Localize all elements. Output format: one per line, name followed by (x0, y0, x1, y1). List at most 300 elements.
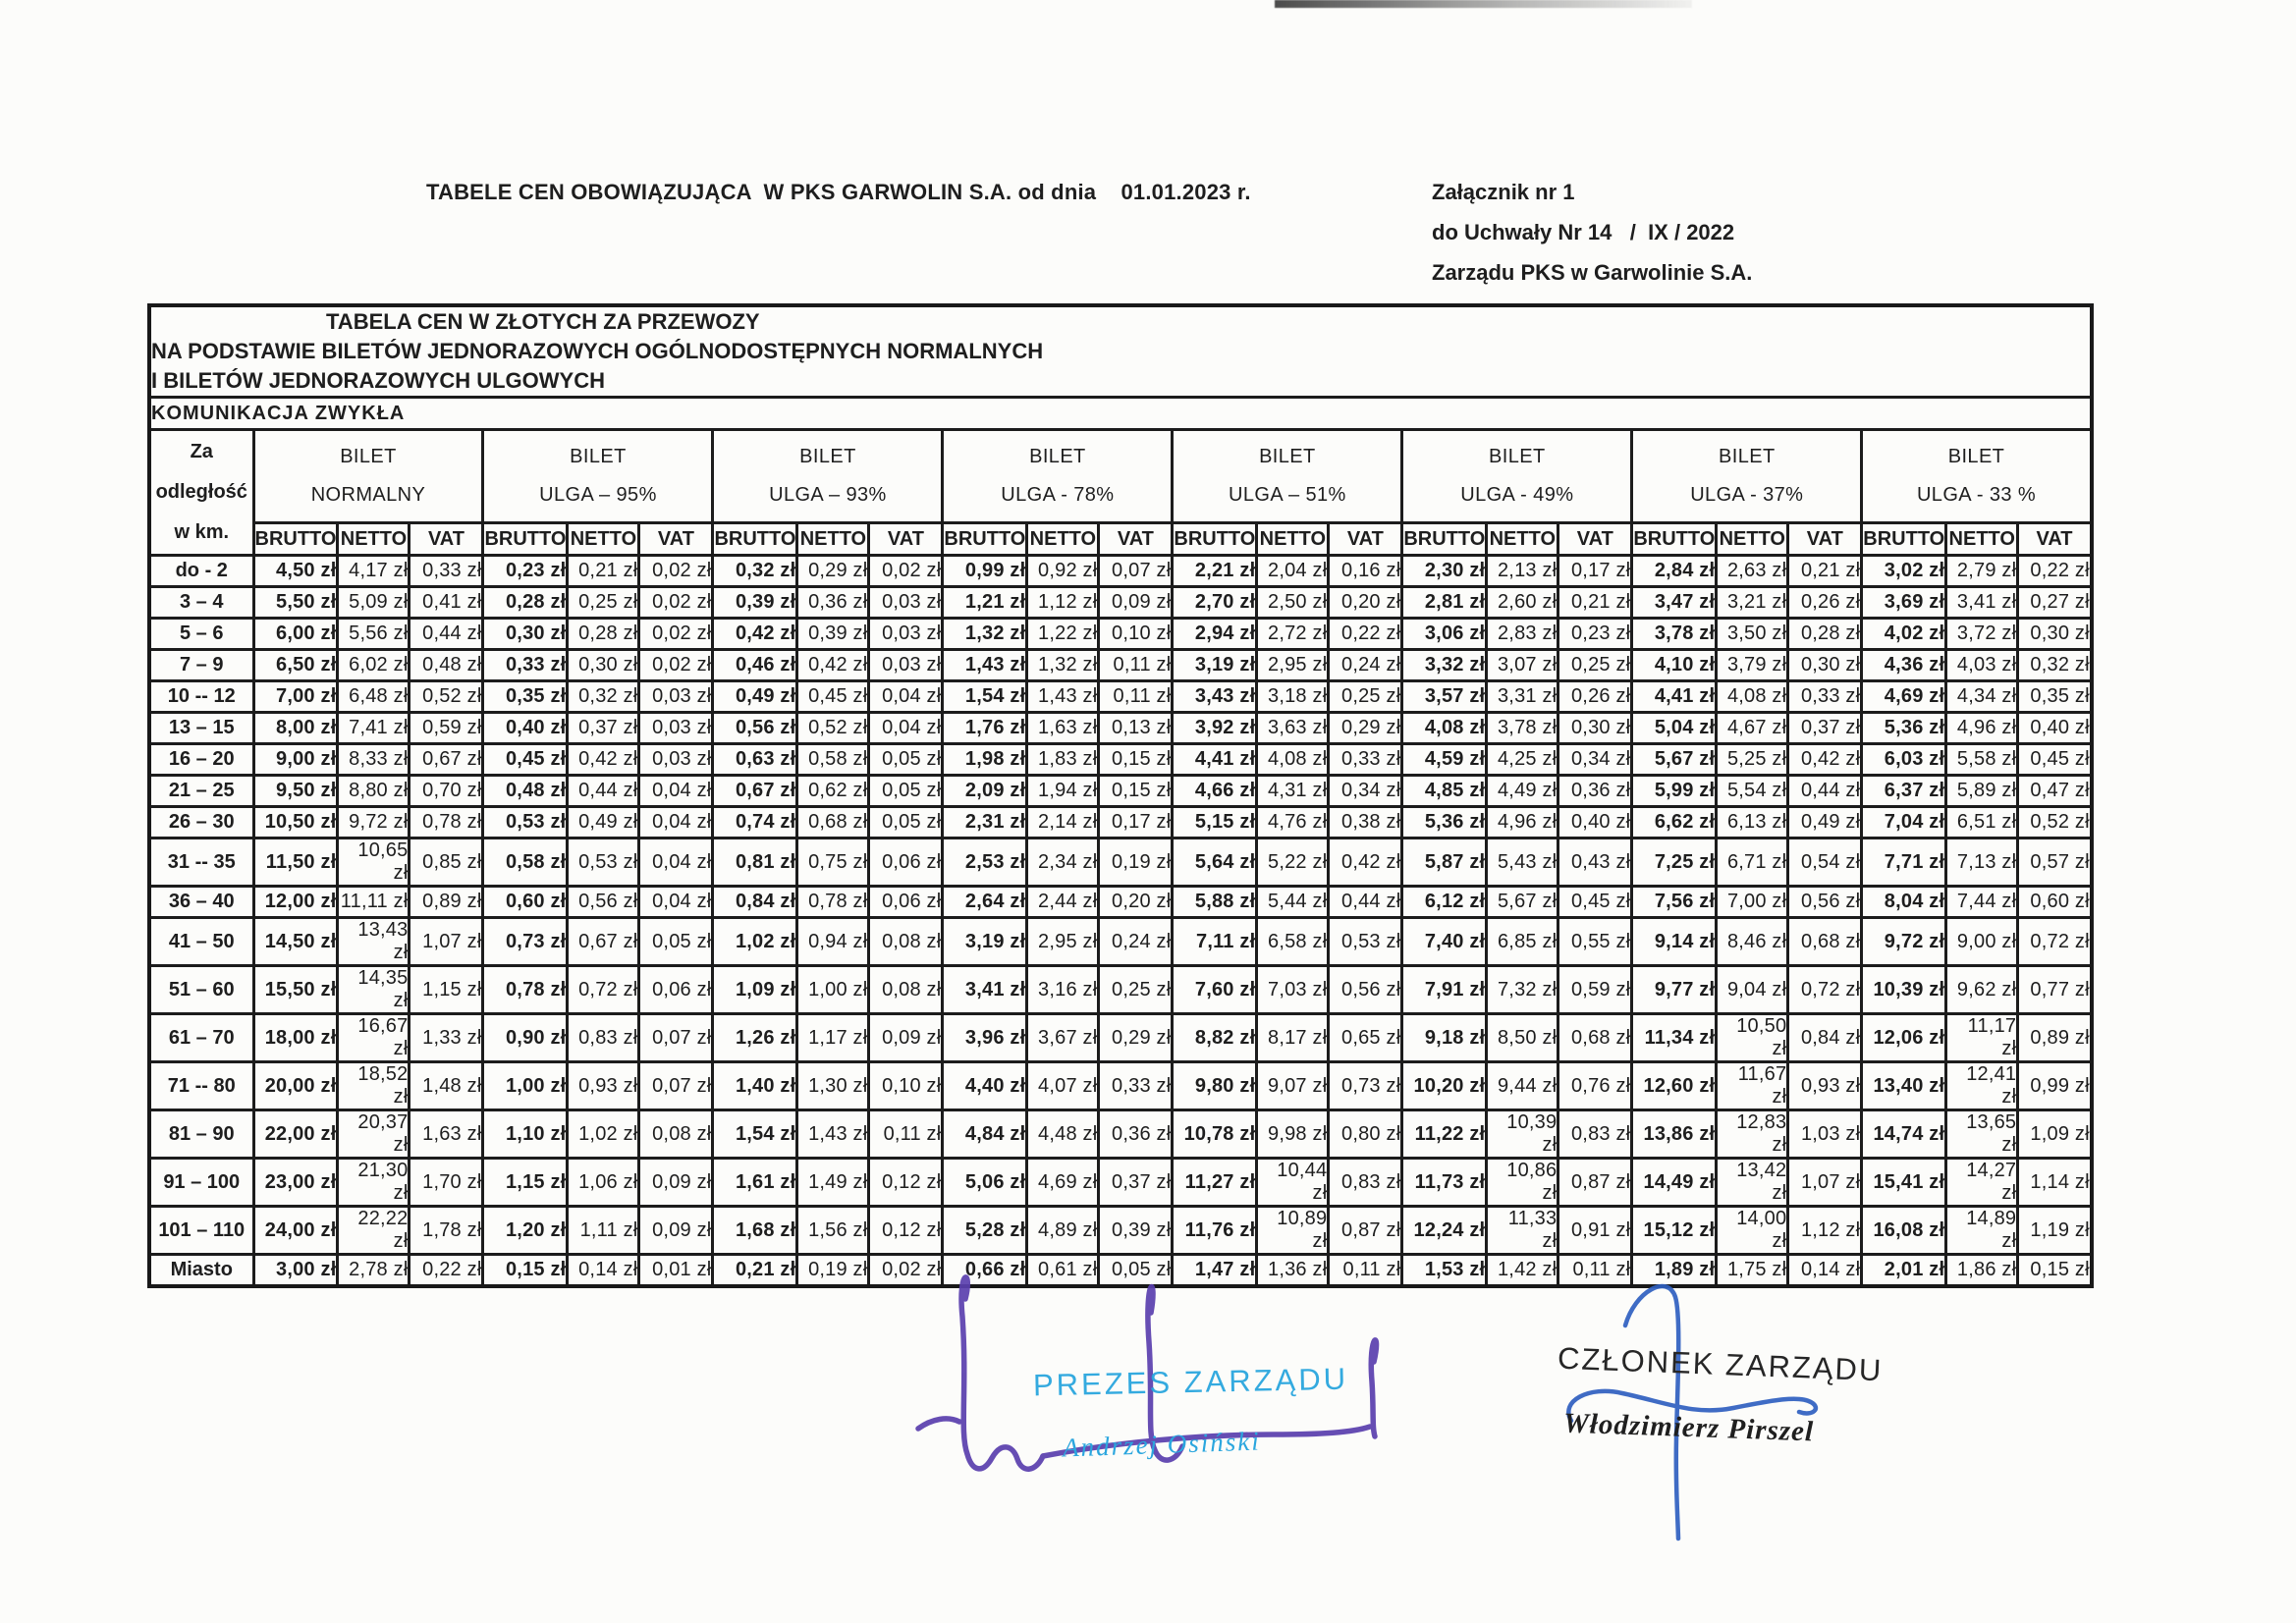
price-vat-cell: 0,02 zł (869, 556, 943, 587)
subheader-cell: BRUTTO (483, 523, 568, 556)
subheader-cell: BRUTTO (713, 523, 797, 556)
price-brutto-cell: 0,35 zł (483, 681, 568, 713)
price-brutto-cell: 4,36 zł (1862, 650, 1946, 681)
discount-label: ULGA – 95% (539, 484, 657, 506)
price-vat-cell: 0,22 zł (1329, 619, 1402, 650)
price-netto-cell: 6,51 zł (1946, 807, 2018, 839)
price-vat-cell: 0,02 zł (639, 650, 713, 681)
price-brutto-cell: 5,50 zł (253, 587, 338, 619)
subheader-cell: NETTO (1487, 523, 1558, 556)
price-brutto-cell: 11,76 zł (1173, 1207, 1257, 1255)
price-brutto-cell: 2,53 zł (943, 839, 1027, 887)
price-vat-cell: 0,07 zł (639, 1014, 713, 1062)
price-vat-cell: 0,03 zł (869, 619, 943, 650)
price-brutto-cell: 1,10 zł (483, 1110, 568, 1159)
price-netto-cell: 8,17 zł (1257, 1014, 1329, 1062)
ticket-word: BILET (1489, 446, 1546, 467)
price-netto-cell: 10,39 zł (1487, 1110, 1558, 1159)
price-vat-cell: 0,15 zł (1099, 776, 1173, 807)
price-netto-cell: 10,65 zł (338, 839, 410, 887)
ticket-group-header (1632, 430, 1862, 523)
price-brutto-cell: 0,99 zł (943, 556, 1027, 587)
price-vat-cell: 1,48 zł (410, 1062, 483, 1110)
price-brutto-cell: 1,02 zł (713, 918, 797, 966)
price-netto-cell: 3,50 zł (1717, 619, 1788, 650)
price-vat-cell: 0,22 zł (2018, 556, 2092, 587)
price-vat-cell: 0,04 zł (639, 887, 713, 918)
price-brutto-cell: 14,49 zł (1632, 1159, 1717, 1207)
price-brutto-cell: 4,41 zł (1632, 681, 1717, 713)
km-range-cell: 3 – 4 (149, 587, 253, 619)
price-vat-cell: 0,36 zł (1099, 1110, 1173, 1159)
table-row (149, 776, 2092, 807)
price-netto-cell: 0,14 zł (568, 1255, 639, 1287)
price-brutto-cell: 3,47 zł (1632, 587, 1717, 619)
price-netto-cell: 0,19 zł (797, 1255, 869, 1287)
table-title (149, 305, 2092, 398)
section-label: KOMUNIKACJA ZWYKŁA (149, 398, 2092, 430)
price-brutto-cell: 0,63 zł (713, 744, 797, 776)
price-vat-cell: 0,32 zł (2018, 650, 2092, 681)
ticket-group-header (1173, 430, 1402, 523)
subheader-cell: BRUTTO (1862, 523, 1946, 556)
price-vat-cell: 0,05 zł (869, 807, 943, 839)
price-brutto-cell: 10,78 zł (1173, 1110, 1257, 1159)
km-range-cell: 51 – 60 (149, 966, 253, 1014)
price-brutto-cell: 1,47 zł (1173, 1255, 1257, 1287)
price-netto-cell: 0,49 zł (568, 807, 639, 839)
price-vat-cell: 0,14 zł (1788, 1255, 1862, 1287)
price-brutto-cell: 0,67 zł (713, 776, 797, 807)
price-vat-cell: 0,87 zł (1558, 1159, 1632, 1207)
price-vat-cell: 0,03 zł (639, 681, 713, 713)
price-netto-cell: 0,29 zł (797, 556, 869, 587)
price-brutto-cell: 0,15 zł (483, 1255, 568, 1287)
discount-label: ULGA – 51% (1229, 484, 1346, 506)
price-brutto-cell: 3,32 zł (1402, 650, 1487, 681)
subheader-cell: BRUTTO (1173, 523, 1257, 556)
price-netto-cell: 4,96 zł (1946, 713, 2018, 744)
ticket-word: BILET (570, 446, 627, 467)
price-brutto-cell: 0,28 zł (483, 587, 568, 619)
price-netto-cell: 1,30 zł (797, 1062, 869, 1110)
price-vat-cell: 1,33 zł (410, 1014, 483, 1062)
price-netto-cell: 5,89 zł (1946, 776, 2018, 807)
price-vat-cell: 0,25 zł (1558, 650, 1632, 681)
price-netto-cell: 14,27 zł (1946, 1159, 2018, 1207)
ticket-group-header (1402, 430, 1632, 523)
price-netto-cell: 2,95 zł (1027, 918, 1099, 966)
price-brutto-cell: 2,30 zł (1402, 556, 1487, 587)
table-row (149, 587, 2092, 619)
price-brutto-cell: 9,00 zł (253, 744, 338, 776)
km-range-cell: 81 – 90 (149, 1110, 253, 1159)
price-table (147, 303, 2094, 1288)
table-row (149, 918, 2092, 966)
price-vat-cell: 0,04 zł (639, 839, 713, 887)
price-brutto-cell: 9,72 zł (1862, 918, 1946, 966)
price-vat-cell: 1,78 zł (410, 1207, 483, 1255)
price-vat-cell: 0,39 zł (1099, 1207, 1173, 1255)
price-brutto-cell: 2,84 zł (1632, 556, 1717, 587)
price-brutto-cell: 7,56 zł (1632, 887, 1717, 918)
price-brutto-cell: 4,08 zł (1402, 713, 1487, 744)
ticket-group-header (253, 430, 483, 523)
km-range-cell: 21 – 25 (149, 776, 253, 807)
price-vat-cell: 0,29 zł (1329, 713, 1402, 744)
price-netto-cell: 8,46 zł (1717, 918, 1788, 966)
price-netto-cell: 4,76 zł (1257, 807, 1329, 839)
price-brutto-cell: 5,28 zł (943, 1207, 1027, 1255)
price-netto-cell: 8,33 zł (338, 744, 410, 776)
price-vat-cell: 0,21 zł (1558, 587, 1632, 619)
table-title-line: I BILETÓW JEDNORAZOWYCH ULGOWYCH (151, 368, 605, 393)
price-brutto-cell: 8,00 zł (253, 713, 338, 744)
price-netto-cell: 13,42 zł (1717, 1159, 1788, 1207)
price-brutto-cell: 5,36 zł (1402, 807, 1487, 839)
distance-column-header (149, 430, 253, 556)
price-brutto-cell: 15,50 zł (253, 966, 338, 1014)
price-vat-cell: 0,15 zł (1099, 744, 1173, 776)
price-vat-cell: 0,52 zł (2018, 807, 2092, 839)
price-brutto-cell: 1,61 zł (713, 1159, 797, 1207)
price-vat-cell: 0,01 zł (639, 1255, 713, 1287)
price-vat-cell: 0,91 zł (1558, 1207, 1632, 1255)
price-vat-cell: 0,44 zł (410, 619, 483, 650)
price-netto-cell: 1,17 zł (797, 1014, 869, 1062)
price-netto-cell: 0,58 zł (797, 744, 869, 776)
price-brutto-cell: 16,08 zł (1862, 1207, 1946, 1255)
price-netto-cell: 9,07 zł (1257, 1062, 1329, 1110)
price-vat-cell: 0,30 zł (1558, 713, 1632, 744)
distance-header-line: w km. (174, 521, 230, 543)
price-netto-cell: 1,11 zł (568, 1207, 639, 1255)
price-netto-cell: 22,22 zł (338, 1207, 410, 1255)
price-vat-cell: 0,05 zł (869, 744, 943, 776)
price-brutto-cell: 13,40 zł (1862, 1062, 1946, 1110)
price-brutto-cell: 4,02 zł (1862, 619, 1946, 650)
price-brutto-cell: 0,53 zł (483, 807, 568, 839)
price-vat-cell: 0,11 zł (1329, 1255, 1402, 1287)
km-range-cell: 5 – 6 (149, 619, 253, 650)
price-netto-cell: 13,65 zł (1946, 1110, 2018, 1159)
price-vat-cell: 0,27 zł (2018, 587, 2092, 619)
price-brutto-cell: 4,84 zł (943, 1110, 1027, 1159)
price-netto-cell: 4,69 zł (1027, 1159, 1099, 1207)
price-brutto-cell: 0,49 zł (713, 681, 797, 713)
price-brutto-cell: 2,01 zł (1862, 1255, 1946, 1287)
km-range-cell: 16 – 20 (149, 744, 253, 776)
price-netto-cell: 1,12 zł (1027, 587, 1099, 619)
price-vat-cell: 1,15 zł (410, 966, 483, 1014)
table-row (149, 681, 2092, 713)
price-netto-cell: 1,49 zł (797, 1159, 869, 1207)
price-brutto-cell: 3,78 zł (1632, 619, 1717, 650)
price-vat-cell: 0,48 zł (410, 650, 483, 681)
price-netto-cell: 14,89 zł (1946, 1207, 2018, 1255)
price-brutto-cell: 6,00 zł (253, 619, 338, 650)
price-netto-cell: 5,58 zł (1946, 744, 2018, 776)
section-row (149, 398, 2092, 430)
price-vat-cell: 0,57 zł (2018, 839, 2092, 887)
price-netto-cell: 0,52 zł (797, 713, 869, 744)
price-netto-cell: 6,58 zł (1257, 918, 1329, 966)
price-netto-cell: 1,86 zł (1946, 1255, 2018, 1287)
price-netto-cell: 10,86 zł (1487, 1159, 1558, 1207)
price-netto-cell: 3,78 zł (1487, 713, 1558, 744)
price-brutto-cell: 7,04 zł (1862, 807, 1946, 839)
subheader-cell: VAT (2018, 523, 2092, 556)
price-vat-cell: 0,03 zł (869, 587, 943, 619)
price-vat-cell: 0,60 zł (2018, 887, 2092, 918)
price-brutto-cell: 10,39 zł (1862, 966, 1946, 1014)
price-brutto-cell: 0,66 zł (943, 1255, 1027, 1287)
price-brutto-cell: 11,50 zł (253, 839, 338, 887)
price-netto-cell: 0,68 zł (797, 807, 869, 839)
price-netto-cell: 4,08 zł (1257, 744, 1329, 776)
price-netto-cell: 0,28 zł (568, 619, 639, 650)
subheader-cell: BRUTTO (1402, 523, 1487, 556)
price-vat-cell: 0,07 zł (639, 1062, 713, 1110)
price-netto-cell: 3,41 zł (1946, 587, 2018, 619)
price-vat-cell: 0,53 zł (1329, 918, 1402, 966)
price-brutto-cell: 11,73 zł (1402, 1159, 1487, 1207)
price-brutto-cell: 4,41 zł (1173, 744, 1257, 776)
price-vat-cell: 0,09 zł (1099, 587, 1173, 619)
price-vat-cell: 0,21 zł (1788, 556, 1862, 587)
subheader-cell: NETTO (1027, 523, 1099, 556)
price-vat-cell: 0,30 zł (2018, 619, 2092, 650)
price-vat-cell: 0,99 zł (2018, 1062, 2092, 1110)
price-netto-cell: 13,43 zł (338, 918, 410, 966)
price-brutto-cell: 4,66 zł (1173, 776, 1257, 807)
price-brutto-cell: 3,96 zł (943, 1014, 1027, 1062)
price-vat-cell: 1,07 zł (1788, 1159, 1862, 1207)
price-brutto-cell: 12,06 zł (1862, 1014, 1946, 1062)
price-netto-cell: 11,17 zł (1946, 1014, 2018, 1062)
price-brutto-cell: 12,60 zł (1632, 1062, 1717, 1110)
price-vat-cell: 0,93 zł (1788, 1062, 1862, 1110)
price-brutto-cell: 4,69 zł (1862, 681, 1946, 713)
price-netto-cell: 1,94 zł (1027, 776, 1099, 807)
price-vat-cell: 0,04 zł (869, 681, 943, 713)
price-netto-cell: 1,02 zł (568, 1110, 639, 1159)
price-netto-cell: 2,60 zł (1487, 587, 1558, 619)
price-brutto-cell: 14,74 zł (1862, 1110, 1946, 1159)
price-netto-cell: 0,53 zł (568, 839, 639, 887)
km-range-cell: 13 – 15 (149, 713, 253, 744)
price-vat-cell: 0,03 zł (639, 713, 713, 744)
price-netto-cell: 9,62 zł (1946, 966, 2018, 1014)
price-brutto-cell: 6,37 zł (1862, 776, 1946, 807)
table-title-row (149, 305, 2092, 398)
price-vat-cell: 0,33 zł (1788, 681, 1862, 713)
price-netto-cell: 0,44 zł (568, 776, 639, 807)
price-brutto-cell: 9,77 zł (1632, 966, 1717, 1014)
price-vat-cell: 0,03 zł (869, 650, 943, 681)
price-vat-cell: 0,03 zł (639, 744, 713, 776)
price-vat-cell: 0,09 zł (869, 1014, 943, 1062)
price-vat-cell: 0,59 zł (1558, 966, 1632, 1014)
price-vat-cell: 0,08 zł (869, 966, 943, 1014)
price-netto-cell: 7,00 zł (1717, 887, 1788, 918)
price-netto-cell: 7,41 zł (338, 713, 410, 744)
price-vat-cell: 0,59 zł (410, 713, 483, 744)
price-brutto-cell: 3,06 zł (1402, 619, 1487, 650)
price-brutto-cell: 9,18 zł (1402, 1014, 1487, 1062)
price-brutto-cell: 6,03 zł (1862, 744, 1946, 776)
price-vat-cell: 0,06 zł (639, 966, 713, 1014)
price-netto-cell: 3,21 zł (1717, 587, 1788, 619)
price-netto-cell: 0,25 zł (568, 587, 639, 619)
price-netto-cell: 0,67 zł (568, 918, 639, 966)
price-netto-cell: 14,00 zł (1717, 1207, 1788, 1255)
discount-label: NORMALNY (310, 484, 426, 506)
price-brutto-cell: 3,43 zł (1173, 681, 1257, 713)
price-netto-cell: 9,04 zł (1717, 966, 1788, 1014)
price-netto-cell: 21,30 zł (338, 1159, 410, 1207)
price-netto-cell: 0,78 zł (797, 887, 869, 918)
price-netto-cell: 11,67 zł (1717, 1062, 1788, 1110)
table-row (149, 887, 2092, 918)
subheader-cell: VAT (410, 523, 483, 556)
km-range-cell: 91 – 100 (149, 1159, 253, 1207)
subheader-cell: NETTO (338, 523, 410, 556)
price-netto-cell: 4,89 zł (1027, 1207, 1099, 1255)
price-netto-cell: 0,94 zł (797, 918, 869, 966)
price-vat-cell: 0,42 zł (1329, 839, 1402, 887)
price-netto-cell: 0,42 zł (797, 650, 869, 681)
ticket-group-header (483, 430, 713, 523)
price-vat-cell: 1,63 zł (410, 1110, 483, 1159)
price-vat-cell: 0,30 zł (1788, 650, 1862, 681)
price-brutto-cell: 3,19 zł (943, 918, 1027, 966)
price-netto-cell: 2,14 zł (1027, 807, 1099, 839)
price-brutto-cell: 2,21 zł (1173, 556, 1257, 587)
price-vat-cell: 0,41 zł (410, 587, 483, 619)
price-vat-cell: 0,02 zł (639, 619, 713, 650)
price-vat-cell: 0,45 zł (2018, 744, 2092, 776)
price-brutto-cell: 1,54 zł (713, 1110, 797, 1159)
price-brutto-cell: 2,64 zł (943, 887, 1027, 918)
price-brutto-cell: 0,58 zł (483, 839, 568, 887)
subheader-cell: NETTO (1257, 523, 1329, 556)
price-brutto-cell: 5,06 zł (943, 1159, 1027, 1207)
price-netto-cell: 7,03 zł (1257, 966, 1329, 1014)
price-brutto-cell: 22,00 zł (253, 1110, 338, 1159)
price-brutto-cell: 9,80 zł (1173, 1062, 1257, 1110)
price-brutto-cell: 7,11 zł (1173, 918, 1257, 966)
price-netto-cell: 4,25 zł (1487, 744, 1558, 776)
price-vat-cell: 0,87 zł (1329, 1207, 1402, 1255)
table-title-line: TABELA CEN W ZŁOTYCH ZA PRZEWOZY (326, 309, 760, 334)
price-vat-cell: 0,68 zł (1558, 1014, 1632, 1062)
km-range-cell: 10 -- 12 (149, 681, 253, 713)
discount-label: ULGA - 78% (1001, 484, 1115, 506)
price-brutto-cell: 5,87 zł (1402, 839, 1487, 887)
price-brutto-cell: 2,31 zł (943, 807, 1027, 839)
km-range-cell: 7 – 9 (149, 650, 253, 681)
price-netto-cell: 1,32 zł (1027, 650, 1099, 681)
price-netto-cell: 0,61 zł (1027, 1255, 1099, 1287)
price-vat-cell: 0,11 zł (1099, 681, 1173, 713)
price-brutto-cell: 1,76 zł (943, 713, 1027, 744)
stamp-prezes-title: PREZES ZARZĄDU (1032, 1361, 1349, 1403)
km-range-cell: Miasto (149, 1255, 253, 1287)
price-netto-cell: 1,42 zł (1487, 1255, 1558, 1287)
ticket-word: BILET (340, 446, 397, 467)
price-netto-cell: 10,44 zł (1257, 1159, 1329, 1207)
price-vat-cell: 0,06 zł (869, 839, 943, 887)
price-vat-cell: 0,73 zł (1329, 1062, 1402, 1110)
price-vat-cell: 0,55 zł (1558, 918, 1632, 966)
price-vat-cell: 0,36 zł (1558, 776, 1632, 807)
price-brutto-cell: 0,39 zł (713, 587, 797, 619)
price-vat-cell: 0,45 zł (1558, 887, 1632, 918)
price-netto-cell: 20,37 zł (338, 1110, 410, 1159)
discount-label: ULGA - 49% (1460, 484, 1574, 506)
price-netto-cell: 0,45 zł (797, 681, 869, 713)
stamp-czlonek-title: CZŁONEK ZARZĄDU (1557, 1340, 1884, 1388)
price-vat-cell: 0,43 zł (1558, 839, 1632, 887)
price-netto-cell: 2,63 zł (1717, 556, 1788, 587)
price-netto-cell: 0,21 zł (568, 556, 639, 587)
subheader-cell: NETTO (797, 523, 869, 556)
table-row (149, 1062, 2092, 1110)
price-brutto-cell: 0,32 zł (713, 556, 797, 587)
price-vat-cell: 0,89 zł (410, 887, 483, 918)
price-netto-cell: 3,18 zł (1257, 681, 1329, 713)
price-brutto-cell: 8,82 zł (1173, 1014, 1257, 1062)
price-vat-cell: 0,34 zł (1558, 744, 1632, 776)
price-brutto-cell: 12,00 zł (253, 887, 338, 918)
price-brutto-cell: 5,04 zł (1632, 713, 1717, 744)
price-netto-cell: 7,44 zł (1946, 887, 2018, 918)
price-brutto-cell: 0,74 zł (713, 807, 797, 839)
price-netto-cell: 4,07 zł (1027, 1062, 1099, 1110)
price-brutto-cell: 24,00 zł (253, 1207, 338, 1255)
price-netto-cell: 0,92 zł (1027, 556, 1099, 587)
subheader-cell: NETTO (1946, 523, 2018, 556)
price-brutto-cell: 7,91 zł (1402, 966, 1487, 1014)
subheader-cell: VAT (1788, 523, 1862, 556)
price-brutto-cell: 3,19 zł (1173, 650, 1257, 681)
price-vat-cell: 0,29 zł (1099, 1014, 1173, 1062)
price-netto-cell: 2,78 zł (338, 1255, 410, 1287)
price-netto-cell: 6,02 zł (338, 650, 410, 681)
price-netto-cell: 4,49 zł (1487, 776, 1558, 807)
price-brutto-cell: 5,36 zł (1862, 713, 1946, 744)
price-netto-cell: 2,04 zł (1257, 556, 1329, 587)
subheader-cell: VAT (1329, 523, 1402, 556)
price-vat-cell: 0,34 zł (1329, 776, 1402, 807)
price-netto-cell: 1,43 zł (797, 1110, 869, 1159)
price-netto-cell: 5,25 zł (1717, 744, 1788, 776)
price-vat-cell: 0,15 zł (2018, 1255, 2092, 1287)
price-vat-cell: 0,84 zł (1788, 1014, 1862, 1062)
price-netto-cell: 0,32 zł (568, 681, 639, 713)
price-brutto-cell: 7,71 zł (1862, 839, 1946, 887)
price-brutto-cell: 7,00 zł (253, 681, 338, 713)
price-netto-cell: 3,07 zł (1487, 650, 1558, 681)
km-range-cell: 71 -- 80 (149, 1062, 253, 1110)
price-vat-cell: 0,89 zł (2018, 1014, 2092, 1062)
price-brutto-cell: 20,00 zł (253, 1062, 338, 1110)
table-row (149, 713, 2092, 744)
table-row (149, 1014, 2092, 1062)
price-netto-cell: 0,72 zł (568, 966, 639, 1014)
price-vat-cell: 0,33 zł (1099, 1062, 1173, 1110)
